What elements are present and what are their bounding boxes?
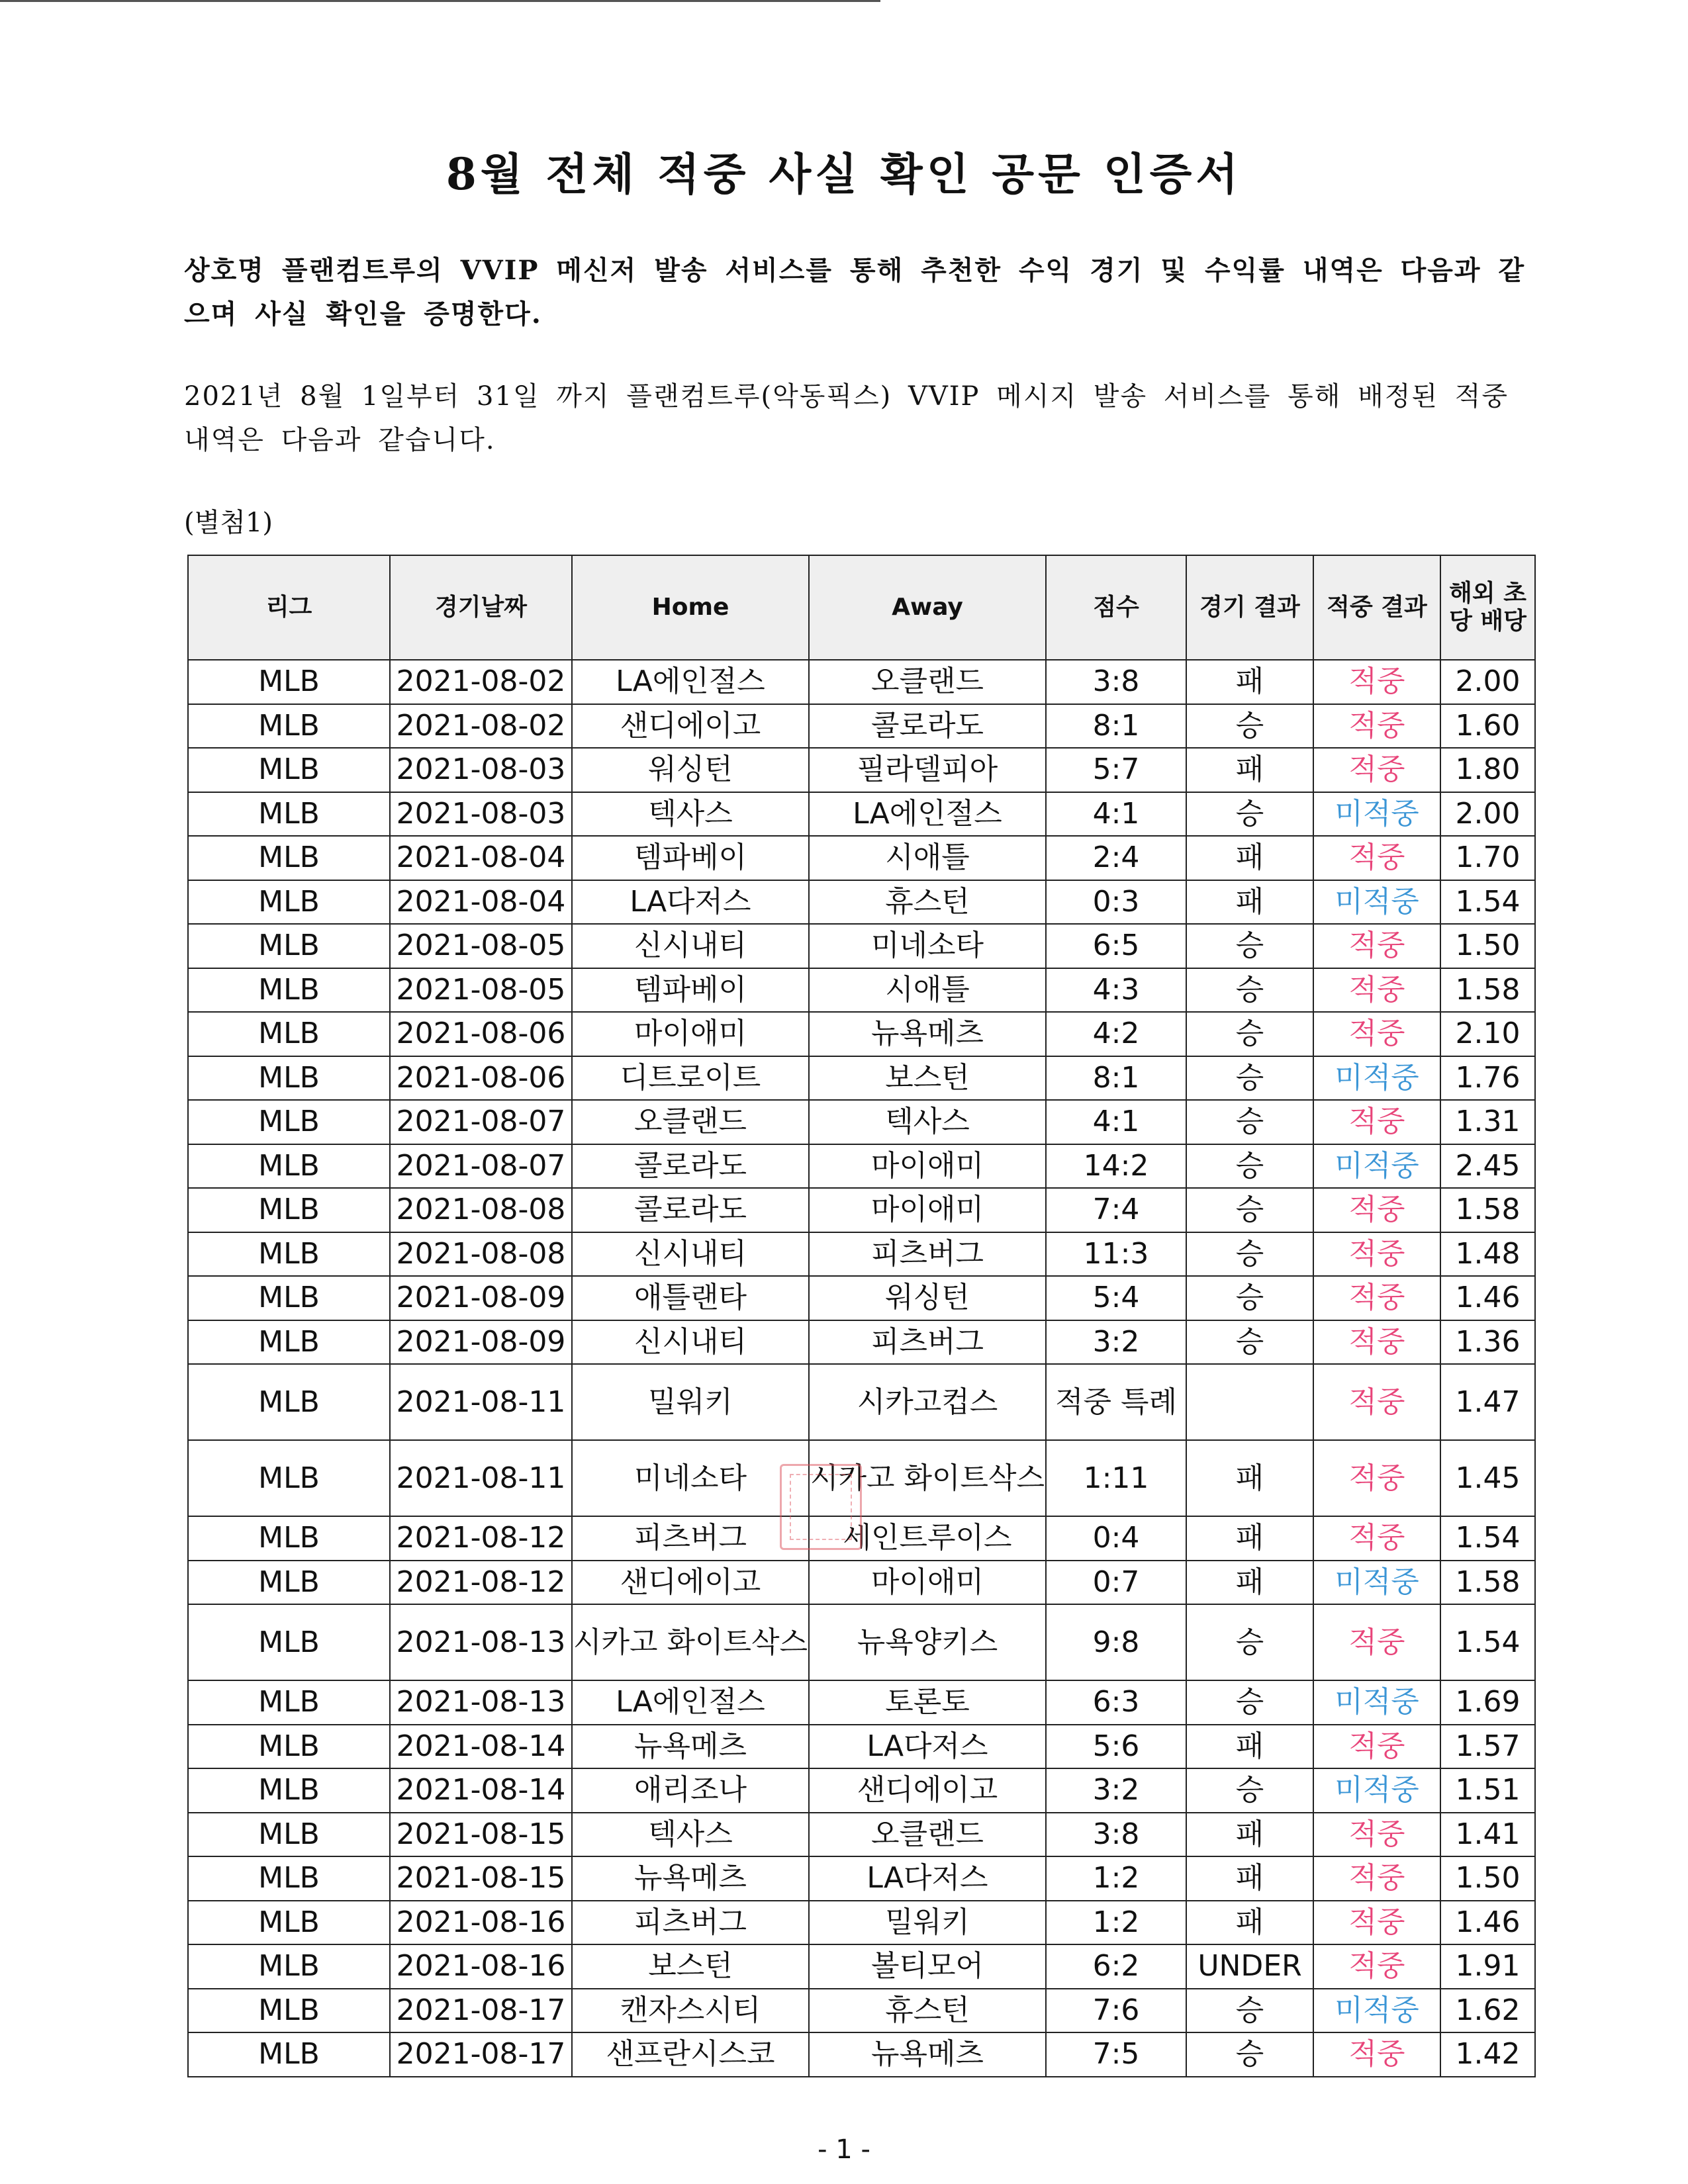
cell-game-result: 패 xyxy=(1186,660,1313,704)
cell-league: MLB xyxy=(188,924,390,968)
cell-away: 휴스턴 xyxy=(809,1989,1046,2033)
cell-game-result: 승 xyxy=(1186,1276,1313,1320)
cell-league: MLB xyxy=(188,880,390,925)
cell-home: 오클랜드 xyxy=(572,1100,809,1144)
cell-score: 4:2 xyxy=(1046,1012,1186,1056)
cell-home: 보스턴 xyxy=(572,1944,809,1989)
cell-home: LA에인절스 xyxy=(572,660,809,704)
cell-game-result: 패 xyxy=(1186,1813,1313,1857)
cell-score: 3:2 xyxy=(1046,1768,1186,1813)
top-rule xyxy=(0,0,880,2)
cell-game-result: 패 xyxy=(1186,1725,1313,1769)
cell-home: 시카고 화이트삭스 xyxy=(572,1604,809,1680)
table-row xyxy=(188,1901,1535,1945)
cell-away: 샌디에이고 xyxy=(809,1768,1046,1813)
cell-odds: 1.54 xyxy=(1440,1516,1535,1561)
table-row xyxy=(188,1320,1535,1365)
cell-away: 피츠버그 xyxy=(809,1232,1046,1277)
cell-hit-result: 적중 xyxy=(1313,1516,1440,1561)
cell-odds: 1.51 xyxy=(1440,1768,1535,1813)
cell-game-result: 승 xyxy=(1186,1100,1313,1144)
period-paragraph: 2021년 8월 1일부터 31일 까지 플랜컴트루(악동픽스) VVIP 메시지 발송 서비스를 통해 배정된 적중 내역은 다음과 같습니다. xyxy=(184,381,1509,455)
table-row xyxy=(188,1944,1535,1989)
cell-league: MLB xyxy=(188,1232,390,1277)
cell-league: MLB xyxy=(188,660,390,704)
table-row xyxy=(188,1725,1535,1769)
cell-odds: 1.31 xyxy=(1440,1100,1535,1144)
cell-date: 2021-08-11 xyxy=(390,1364,572,1440)
cell-away: 오클랜드 xyxy=(809,1813,1046,1857)
cell-league: MLB xyxy=(188,704,390,749)
cell-league: MLB xyxy=(188,1012,390,1056)
cell-date: 2021-08-09 xyxy=(390,1320,572,1365)
cell-hit-result: 적중 xyxy=(1313,1901,1440,1945)
cell-league: MLB xyxy=(188,1516,390,1561)
cell-home: LA에인절스 xyxy=(572,1680,809,1725)
cell-away: 토론토 xyxy=(809,1680,1046,1725)
cell-hit-result: 미적중 xyxy=(1313,1768,1440,1813)
cell-hit-result: 적중 xyxy=(1313,924,1440,968)
cell-date: 2021-08-02 xyxy=(390,704,572,749)
cell-home: 피츠버그 xyxy=(572,1516,809,1561)
table-row xyxy=(188,1144,1535,1189)
cell-away: 오클랜드 xyxy=(809,660,1046,704)
cell-hit-result: 적중 xyxy=(1313,1856,1440,1901)
cell-home: 애틀랜타 xyxy=(572,1276,809,1320)
cell-home: 디트로이트 xyxy=(572,1056,809,1101)
cell-hit-result: 미적중 xyxy=(1313,1680,1440,1725)
cell-odds: 1.80 xyxy=(1440,748,1535,792)
cell-odds: 1.58 xyxy=(1440,1561,1535,1605)
cell-hit-result: 적중 xyxy=(1313,1232,1440,1277)
cell-game-result: 패 xyxy=(1186,1901,1313,1945)
cell-date: 2021-08-02 xyxy=(390,660,572,704)
cell-odds: 1.54 xyxy=(1440,880,1535,925)
cell-league: MLB xyxy=(188,1188,390,1232)
cell-league: MLB xyxy=(188,1604,390,1680)
cell-score: 4:3 xyxy=(1046,968,1186,1013)
cell-date: 2021-08-15 xyxy=(390,1856,572,1901)
header-home: Home xyxy=(572,555,809,660)
cell-game-result: 승 xyxy=(1186,1188,1313,1232)
cell-odds: 1.70 xyxy=(1440,836,1535,880)
cell-odds: 1.36 xyxy=(1440,1320,1535,1365)
cell-date: 2021-08-05 xyxy=(390,924,572,968)
cell-league: MLB xyxy=(188,1725,390,1769)
cell-odds: 1.76 xyxy=(1440,1056,1535,1101)
cell-away: 시애틀 xyxy=(809,968,1046,1013)
table-row xyxy=(188,1680,1535,1725)
table-row xyxy=(188,968,1535,1013)
cell-away: 마이애미 xyxy=(809,1188,1046,1232)
cell-away: 필라델피아 xyxy=(809,748,1046,792)
cell-away: 보스턴 xyxy=(809,1056,1046,1101)
table-row xyxy=(188,1604,1535,1680)
table-row xyxy=(188,1056,1535,1101)
cell-score: 3:8 xyxy=(1046,660,1186,704)
cell-game-result: 패 xyxy=(1186,1561,1313,1605)
cell-league: MLB xyxy=(188,1561,390,1605)
table-row xyxy=(188,1989,1535,2033)
cell-odds: 1.50 xyxy=(1440,1856,1535,1901)
cell-home: 캔자스시티 xyxy=(572,1989,809,2033)
cell-score: 3:2 xyxy=(1046,1320,1186,1365)
table-row xyxy=(188,1813,1535,1857)
cell-date: 2021-08-15 xyxy=(390,1813,572,1857)
cell-score: 4:1 xyxy=(1046,792,1186,837)
cell-away: 콜로라도 xyxy=(809,704,1046,749)
cell-score: 6:2 xyxy=(1046,1944,1186,1989)
cell-away: 뉴욕메츠 xyxy=(809,2032,1046,2077)
cell-odds: 1.42 xyxy=(1440,2032,1535,2077)
cell-score: 4:1 xyxy=(1046,1100,1186,1144)
cell-date: 2021-08-14 xyxy=(390,1725,572,1769)
cell-hit-result: 적중 xyxy=(1313,836,1440,880)
table-row xyxy=(188,660,1535,704)
cell-date: 2021-08-03 xyxy=(390,792,572,837)
cell-score: 11:3 xyxy=(1046,1232,1186,1277)
cell-away: 시카고 화이트삭스 xyxy=(809,1440,1046,1516)
cell-game-result: 패 xyxy=(1186,1856,1313,1901)
cell-league: MLB xyxy=(188,1056,390,1101)
cell-league: MLB xyxy=(188,1440,390,1516)
cell-game-result: 패 xyxy=(1186,748,1313,792)
cell-away: 시애틀 xyxy=(809,836,1046,880)
cell-league: MLB xyxy=(188,968,390,1013)
table-row xyxy=(188,1188,1535,1232)
cell-odds: 1.41 xyxy=(1440,1813,1535,1857)
cell-odds: 1.58 xyxy=(1440,1188,1535,1232)
cell-hit-result: 적중 xyxy=(1313,1440,1440,1516)
cell-home: 애리조나 xyxy=(572,1768,809,1813)
table-row xyxy=(188,1856,1535,1901)
cell-date: 2021-08-06 xyxy=(390,1056,572,1101)
cell-score: 5:4 xyxy=(1046,1276,1186,1320)
cell-date: 2021-08-12 xyxy=(390,1561,572,1605)
cell-league: MLB xyxy=(188,2032,390,2077)
cell-away: 세인트루이스 xyxy=(809,1516,1046,1561)
cell-date: 2021-08-04 xyxy=(390,880,572,925)
cell-hit-result: 미적중 xyxy=(1313,1989,1440,2033)
header-score: 점수 xyxy=(1046,555,1186,660)
cell-league: MLB xyxy=(188,1813,390,1857)
cell-home: 텍사스 xyxy=(572,792,809,837)
cell-hit-result: 적중 xyxy=(1313,1813,1440,1857)
cell-score: 적중 특례 xyxy=(1046,1364,1186,1440)
header-league: 리그 xyxy=(188,555,390,660)
cell-date: 2021-08-03 xyxy=(390,748,572,792)
cell-odds: 1.69 xyxy=(1440,1680,1535,1725)
cell-league: MLB xyxy=(188,1680,390,1725)
cell-league: MLB xyxy=(188,1944,390,1989)
intro-paragraph: 상호명 플랜컴트루의 VVIP 메신저 발송 서비스를 통해 추천한 수익 경기 및 수익률 내역은 다음과 같으며 사실 확인을 증명한다. xyxy=(184,255,1526,330)
cell-away: LA에인절스 xyxy=(809,792,1046,837)
attachment-label: (별첨1) xyxy=(184,508,273,538)
cell-home: 뉴욕메츠 xyxy=(572,1725,809,1769)
cell-score: 2:4 xyxy=(1046,836,1186,880)
cell-game-result: UNDER xyxy=(1186,1944,1313,1989)
cell-date: 2021-08-08 xyxy=(390,1188,572,1232)
cell-odds: 1.46 xyxy=(1440,1901,1535,1945)
cell-date: 2021-08-06 xyxy=(390,1012,572,1056)
cell-score: 6:5 xyxy=(1046,924,1186,968)
cell-away: 밀워키 xyxy=(809,1901,1046,1945)
cell-odds: 2.00 xyxy=(1440,660,1535,704)
cell-game-result: 패 xyxy=(1186,836,1313,880)
cell-league: MLB xyxy=(188,1856,390,1901)
table-row xyxy=(188,1768,1535,1813)
cell-home: 신시내티 xyxy=(572,1232,809,1277)
cell-odds: 1.46 xyxy=(1440,1276,1535,1320)
cell-score: 1:11 xyxy=(1046,1440,1186,1516)
cell-league: MLB xyxy=(188,1276,390,1320)
cell-score: 7:6 xyxy=(1046,1989,1186,2033)
cell-hit-result: 미적중 xyxy=(1313,880,1440,925)
cell-game-result: 승 xyxy=(1186,792,1313,837)
cell-game-result: 승 xyxy=(1186,1604,1313,1680)
cell-date: 2021-08-16 xyxy=(390,1944,572,1989)
header-odds: 해외 초당 배당 xyxy=(1440,555,1535,660)
cell-odds: 1.45 xyxy=(1440,1440,1535,1516)
cell-score: 1:2 xyxy=(1046,1901,1186,1945)
cell-date: 2021-08-07 xyxy=(390,1144,572,1189)
cell-hit-result: 적중 xyxy=(1313,1188,1440,1232)
cell-league: MLB xyxy=(188,836,390,880)
cell-hit-result: 적중 xyxy=(1313,2032,1440,2077)
cell-game-result: 패 xyxy=(1186,880,1313,925)
cell-hit-result: 적중 xyxy=(1313,660,1440,704)
cell-score: 7:5 xyxy=(1046,2032,1186,2077)
cell-date: 2021-08-05 xyxy=(390,968,572,1013)
table-row xyxy=(188,1561,1535,1605)
document-title: 8월 전체 적중 사실 확인 공문 인증서 xyxy=(445,148,1243,200)
cell-odds: 1.48 xyxy=(1440,1232,1535,1277)
cell-away: 워싱턴 xyxy=(809,1276,1046,1320)
cell-game-result: 패 xyxy=(1186,1440,1313,1516)
cell-odds: 2.10 xyxy=(1440,1012,1535,1056)
header-date: 경기날짜 xyxy=(390,555,572,660)
cell-game-result: 승 xyxy=(1186,2032,1313,2077)
cell-away: 마이애미 xyxy=(809,1144,1046,1189)
cell-home: 신시내티 xyxy=(572,924,809,968)
cell-away: 마이애미 xyxy=(809,1561,1046,1605)
cell-game-result: 승 xyxy=(1186,1320,1313,1365)
cell-hit-result: 적중 xyxy=(1313,748,1440,792)
cell-home: 샌디에이고 xyxy=(572,1561,809,1605)
cell-home: 템파베이 xyxy=(572,836,809,880)
cell-away: LA다저스 xyxy=(809,1856,1046,1901)
table-row xyxy=(188,792,1535,837)
cell-home: 뉴욕메츠 xyxy=(572,1856,809,1901)
cell-odds: 1.58 xyxy=(1440,968,1535,1013)
cell-league: MLB xyxy=(188,1768,390,1813)
cell-score: 7:4 xyxy=(1046,1188,1186,1232)
cell-home: LA다저스 xyxy=(572,880,809,925)
cell-away: 뉴욕양키스 xyxy=(809,1604,1046,1680)
cell-date: 2021-08-14 xyxy=(390,1768,572,1813)
cell-odds: 2.00 xyxy=(1440,792,1535,837)
cell-score: 3:8 xyxy=(1046,1813,1186,1857)
table-row xyxy=(188,1100,1535,1144)
cell-date: 2021-08-04 xyxy=(390,836,572,880)
cell-game-result: 승 xyxy=(1186,1144,1313,1189)
cell-hit-result: 적중 xyxy=(1313,1100,1440,1144)
cell-score: 0:7 xyxy=(1046,1561,1186,1605)
cell-date: 2021-08-08 xyxy=(390,1232,572,1277)
table-row xyxy=(188,1364,1535,1440)
cell-league: MLB xyxy=(188,1320,390,1365)
cell-odds: 1.62 xyxy=(1440,1989,1535,2033)
cell-game-result: 승 xyxy=(1186,1989,1313,2033)
cell-home: 피츠버그 xyxy=(572,1901,809,1945)
cell-home: 미네소타 xyxy=(572,1440,809,1516)
cell-home: 템파베이 xyxy=(572,968,809,1013)
cell-home: 밀워키 xyxy=(572,1364,809,1440)
cell-league: MLB xyxy=(188,792,390,837)
table-row xyxy=(188,1232,1535,1277)
cell-date: 2021-08-13 xyxy=(390,1604,572,1680)
cell-home: 마이애미 xyxy=(572,1012,809,1056)
header-hit-result: 적중 결과 xyxy=(1313,555,1440,660)
cell-score: 0:3 xyxy=(1046,880,1186,925)
cell-away: 볼티모어 xyxy=(809,1944,1046,1989)
cell-game-result: 승 xyxy=(1186,924,1313,968)
table-row xyxy=(188,2032,1535,2077)
table-row xyxy=(188,1012,1535,1056)
official-seal-stamp xyxy=(780,1464,862,1550)
cell-league: MLB xyxy=(188,1100,390,1144)
cell-score: 1:2 xyxy=(1046,1856,1186,1901)
cell-game-result: 승 xyxy=(1186,1232,1313,1277)
cell-game-result: 승 xyxy=(1186,1768,1313,1813)
cell-away: 피츠버그 xyxy=(809,1320,1046,1365)
cell-hit-result: 미적중 xyxy=(1313,1561,1440,1605)
cell-league: MLB xyxy=(188,1364,390,1440)
cell-game-result: 패 xyxy=(1186,1516,1313,1561)
cell-odds: 1.60 xyxy=(1440,704,1535,749)
header-game-result: 경기 결과 xyxy=(1186,555,1313,660)
cell-score: 5:7 xyxy=(1046,748,1186,792)
cell-date: 2021-08-17 xyxy=(390,2032,572,2077)
cell-away: 텍사스 xyxy=(809,1100,1046,1144)
cell-game-result: 승 xyxy=(1186,1056,1313,1101)
table-row xyxy=(188,748,1535,792)
cell-away: 뉴욕메츠 xyxy=(809,1012,1046,1056)
cell-league: MLB xyxy=(188,1901,390,1945)
cell-hit-result: 적중 xyxy=(1313,1276,1440,1320)
cell-league: MLB xyxy=(188,1989,390,2033)
cell-game-result xyxy=(1186,1364,1313,1440)
cell-home: 텍사스 xyxy=(572,1813,809,1857)
cell-home: 콜로라도 xyxy=(572,1188,809,1232)
cell-league: MLB xyxy=(188,1144,390,1189)
table-row xyxy=(188,1276,1535,1320)
cell-odds: 1.47 xyxy=(1440,1364,1535,1440)
table-row xyxy=(188,836,1535,880)
cell-hit-result: 적중 xyxy=(1313,1320,1440,1365)
cell-date: 2021-08-09 xyxy=(390,1276,572,1320)
cell-hit-result: 미적중 xyxy=(1313,792,1440,837)
cell-game-result: 승 xyxy=(1186,968,1313,1013)
cell-home: 샌디에이고 xyxy=(572,704,809,749)
cell-home: 워싱턴 xyxy=(572,748,809,792)
cell-away: 미네소타 xyxy=(809,924,1046,968)
cell-hit-result: 미적중 xyxy=(1313,1144,1440,1189)
cell-home: 콜로라도 xyxy=(572,1144,809,1189)
cell-game-result: 승 xyxy=(1186,1012,1313,1056)
cell-hit-result: 적중 xyxy=(1313,1944,1440,1989)
cell-odds: 1.91 xyxy=(1440,1944,1535,1989)
cell-away: 시카고컵스 xyxy=(809,1364,1046,1440)
cell-away: LA다저스 xyxy=(809,1725,1046,1769)
cell-home: 신시내티 xyxy=(572,1320,809,1365)
cell-score: 8:1 xyxy=(1046,704,1186,749)
cell-score: 0:4 xyxy=(1046,1516,1186,1561)
results-table xyxy=(187,555,1536,2077)
cell-date: 2021-08-11 xyxy=(390,1440,572,1516)
cell-score: 5:6 xyxy=(1046,1725,1186,1769)
cell-hit-result: 적중 xyxy=(1313,1604,1440,1680)
header-away: Away xyxy=(809,555,1046,660)
cell-date: 2021-08-17 xyxy=(390,1989,572,2033)
cell-hit-result: 적중 xyxy=(1313,1364,1440,1440)
cell-score: 6:3 xyxy=(1046,1680,1186,1725)
cell-odds: 1.54 xyxy=(1440,1604,1535,1680)
cell-date: 2021-08-07 xyxy=(390,1100,572,1144)
cell-odds: 1.57 xyxy=(1440,1725,1535,1769)
cell-hit-result: 미적중 xyxy=(1313,1056,1440,1101)
cell-away: 휴스턴 xyxy=(809,880,1046,925)
cell-game-result: 승 xyxy=(1186,1680,1313,1725)
cell-score: 9:8 xyxy=(1046,1604,1186,1680)
page-number: - 1 - xyxy=(818,2134,870,2165)
cell-date: 2021-08-13 xyxy=(390,1680,572,1725)
cell-score: 8:1 xyxy=(1046,1056,1186,1101)
cell-game-result: 승 xyxy=(1186,704,1313,749)
cell-date: 2021-08-12 xyxy=(390,1516,572,1561)
cell-hit-result: 적중 xyxy=(1313,1012,1440,1056)
table-row xyxy=(188,704,1535,749)
cell-hit-result: 적중 xyxy=(1313,704,1440,749)
cell-score: 14:2 xyxy=(1046,1144,1186,1189)
cell-odds: 1.50 xyxy=(1440,924,1535,968)
cell-hit-result: 적중 xyxy=(1313,968,1440,1013)
table-row xyxy=(188,880,1535,925)
cell-home: 샌프란시스코 xyxy=(572,2032,809,2077)
table-header-row xyxy=(188,555,1535,660)
cell-date: 2021-08-16 xyxy=(390,1901,572,1945)
cell-league: MLB xyxy=(188,748,390,792)
table-row xyxy=(188,924,1535,968)
cell-odds: 2.45 xyxy=(1440,1144,1535,1189)
cell-hit-result: 적중 xyxy=(1313,1725,1440,1769)
